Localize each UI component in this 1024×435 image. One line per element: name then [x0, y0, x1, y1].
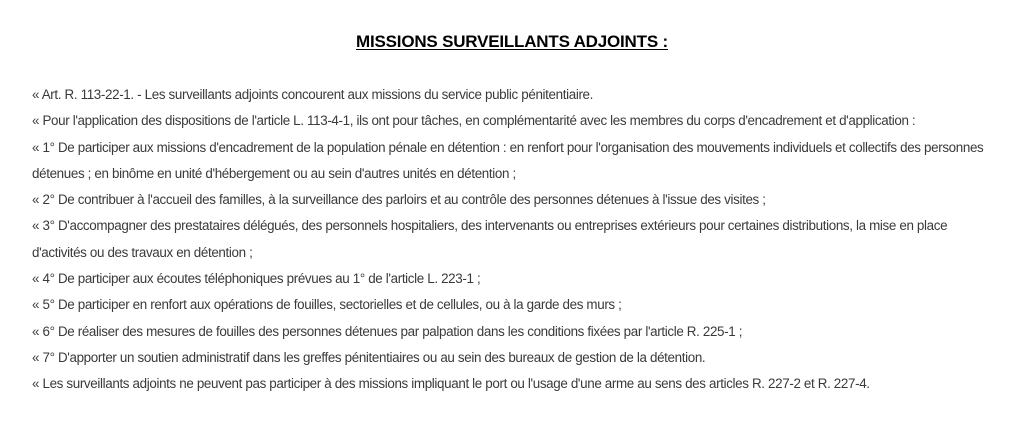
- paragraph-article: « Art. R. 113-22-1. - Les surveillants adjoints concourent aux missions du service public pénitentiaire.: [32, 87, 594, 102]
- paragraph-item-6: « 6° De réaliser des mesures de fouilles des personnes détenues par palpation dans les conditions fixées par l'article R. 225-1 ;: [32, 323, 743, 339]
- paragraph-intro: « Pour l'application des dispositions de l'article L. 113-4-1, ils ont pour tâches, en complémentarité avec les membres du corps d'encadrement et d'application :: [32, 113, 916, 129]
- paragraph-item-1: « 1° De participer aux missions d'encadrement de la population pénale en détention : en renfort pour l'organisation des mouvements individuels et collectifs des personnes détenues ; en binôme en unité d'hébergement ou au sein d'autres unités en détention ;: [32, 139, 984, 181]
- document-body: [32, 82, 992, 398]
- paragraph-item-5: « 5° De participer en renfort aux opérations de fouilles, sectorielles et de cellules, ou à la garde des murs ;: [32, 297, 622, 313]
- paragraph-item-2: « 2° De contribuer à l'accueil des familles, à la surveillance des parloirs et au contrôle des personnes détenues à l'issue des visites ;: [32, 192, 766, 208]
- page-title: MISSIONS SURVEILLANTS ADJOINTS :: [356, 32, 668, 51]
- paragraph-item-3: « 3° D'accompagner des prestataires délégués, des personnels hospitaliers, des intervenants ou entreprises extérieurs pour certaines distributions, la mise en place d'activités ou des travaux en détention ;: [32, 218, 948, 260]
- paragraph-restriction: « Les surveillants adjoints ne peuvent pas participer à des missions impliquant le port ou l'usage d'une arme au sens des articles R. 227-2 et R. 227-4.: [32, 376, 870, 392]
- paragraph-item-4: « 4° De participer aux écoutes téléphoniques prévues au 1° de l'article L. 223-1 ;: [32, 271, 481, 287]
- paragraph-item-7: « 7° D'apporter un soutien administratif dans les greffes pénitentiaires ou au sein des bureaux de gestion de la détention.: [32, 349, 706, 365]
